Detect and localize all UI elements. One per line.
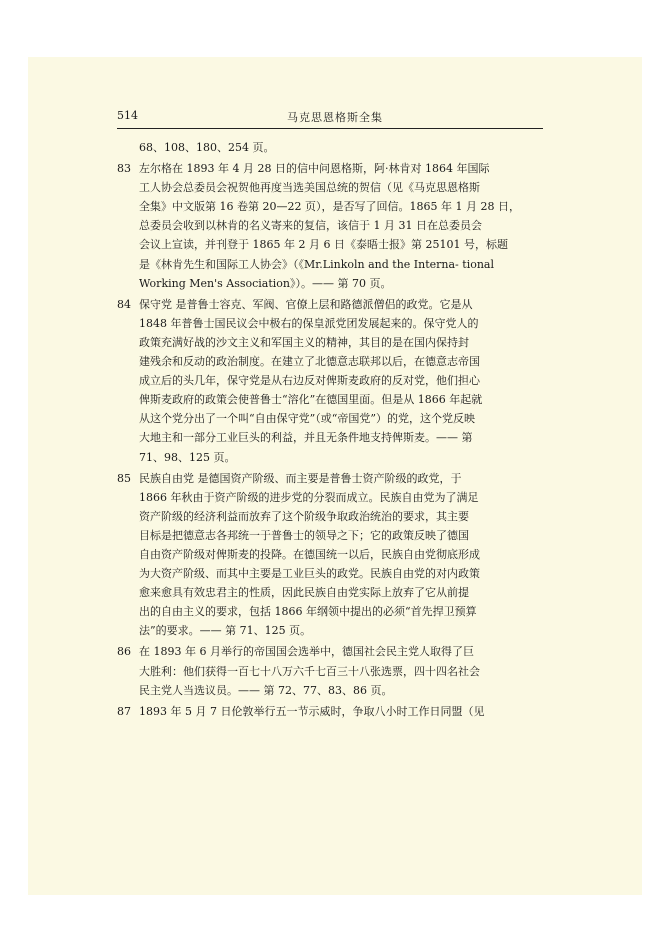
note-text-line: 保守党 是普鲁士容克、军阀、官僚上层和路德派僧侣的政党。它是从 [139, 297, 473, 311]
note-text-line: 大地主和一部分工业巨头的利益，并且无条件地支持俾斯麦。—— 第 [139, 431, 473, 445]
note-text-line: 政策充满好战的沙文主义和军国主义的精神，其目的是在国内保持封 [139, 335, 469, 349]
note-text-line: 是《林肯先生和国际工人协会》（《Mr.Linkoln and the Interna- tional [139, 257, 494, 271]
header-rule [117, 128, 543, 129]
note-text-line: 出的自由主义的要求，包括 1866 年纲领中提出的必须“首先捍卫预算 [139, 605, 477, 619]
note-text-line: 71、98、125 页。 [139, 450, 236, 464]
note-text-line: 成立后的头几年，保守党是从右边反对俾斯麦政府的反对党，他们担心 [139, 374, 480, 388]
note-text-line: 从这个党分出了一个叫“自由保守党”（或“帝国党”）的党，这个党反映 [139, 412, 475, 426]
note-text-line: 工人协会总委员会祝贺他再度当选美国总统的贺信（见《马克思恩格斯 [139, 181, 480, 195]
note-entry [117, 159, 547, 293]
page-number: 514 [117, 109, 138, 122]
note-entry [117, 469, 547, 641]
note-number: 84 [117, 297, 131, 311]
page-header [117, 109, 541, 127]
note-text-line: 自由资产阶级对俾斯麦的投降。在德国统一以后，民族自由党彻底形成 [139, 547, 480, 561]
note-text-line: 全集》中文版第 16 卷第 20—22 页），是否写了回信。1865 年 1 月 28 日， [139, 200, 520, 214]
note-text-line: 建残余和反动的政治制度。在建立了北德意志联邦以后，在德意志帝国 [139, 355, 480, 369]
note-text-line: 左尔格在 1893 年 4 月 28 日的信中问恩格斯，阿·林肯对 1864 年国际 [139, 162, 490, 176]
note-text-line: 大胜利：他们获得一百七十八万六千七百三十八张选票，四十四名社会 [139, 664, 480, 678]
note-text-line: 民主党人当选议员。—— 第 72、77、83、86 页。 [139, 683, 393, 697]
notes-list [117, 159, 547, 721]
note-number: 83 [117, 162, 131, 176]
continuation-line: 68、108、180、254 页。 [139, 141, 275, 154]
note-entry [117, 642, 547, 699]
note-text-line: 1848 年普鲁士国民议会中极右的保皇派党团发展起来的。保守党人的 [139, 316, 479, 330]
note-text-line: 1866 年秋由于资产阶级的进步党的分裂而成立。民族自由党为了满足 [139, 490, 479, 504]
note-entry [117, 295, 547, 467]
note-text-line: 资产阶级的经济利益而放弃了这个阶级争取政治统治的要求，其主要 [139, 509, 469, 523]
note-text-line: 民族自由党 是德国资产阶级、而主要是普鲁士资产阶级的政党，于 [139, 471, 462, 485]
note-text-line: 1893 年 5 月 7 日伦敦举行五一节示威时，争取八小时工作日同盟（见 [139, 704, 485, 718]
note-text-line: Working Men's Association》）。—— 第 70 页。 [139, 276, 392, 290]
note-text-line: 为大资产阶级、而其中主要是工业巨头的政党。民族自由党的对内政策 [139, 567, 480, 581]
note-number: 85 [117, 471, 131, 485]
note-text-line: 总委员会收到以林肯的名义寄来的复信，该信于 1 月 31 日在总委员会 [139, 219, 482, 233]
note-text-line: 会议上宣读，并刊登于 1865 年 2 月 6 日《泰晤士报》第 25101 号，标题 [139, 238, 508, 252]
note-entry [117, 702, 547, 721]
note-text-line: 愈来愈具有效忠君主的性质，因此民族自由党实际上放弃了它从前提 [139, 586, 469, 600]
note-text-line: 在 1893 年 6 月举行的帝国国会选举中，德国社会民主党人取得了巨 [139, 645, 474, 659]
note-text-line: 目标是把德意志各邦统一于普鲁士的领导之下；它的政策反映了德国 [139, 528, 469, 542]
notes-body [117, 138, 547, 721]
note-text-line: 法”的要求。—— 第 71、125 页。 [139, 624, 312, 638]
note-number: 86 [117, 645, 131, 659]
running-title: 马克思恩格斯全集 [287, 111, 383, 124]
note-number: 87 [117, 704, 131, 718]
note-text-line: 俾斯麦政府的政策会使普鲁士“溶化”在德国里面。但是从 1866 年起就 [139, 393, 483, 407]
